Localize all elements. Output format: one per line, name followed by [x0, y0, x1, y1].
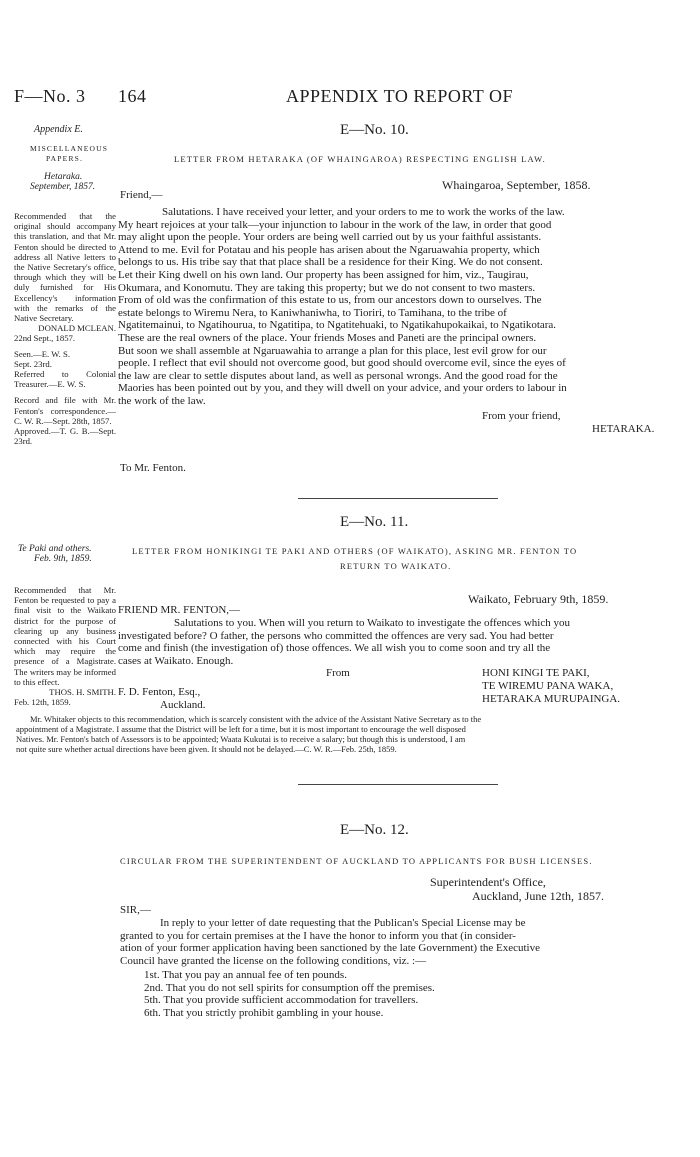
e11-addressee-place: Auckland. [160, 699, 206, 711]
section-divider [298, 784, 498, 785]
e11-line: cases at Waikato. Enough. [118, 654, 234, 667]
e11-margin-signature-date: Feb. 12th, 1859. [14, 697, 71, 708]
e12-conditions [144, 969, 435, 1019]
e10-line: Salutations. I have received your letter, and your orders to me to work the works of the law. [162, 206, 565, 218]
e11-line: Salutations to you. When will you return to Waikato to investigate the offences which you [174, 617, 570, 629]
page-title: APPENDIX TO REPORT OF [286, 86, 513, 106]
e12-line: granted to you for certain premises at the I have the honor to inform you that (in consider- [120, 929, 516, 942]
e10-line: Ngatitemainui, to Ngatihourua, to Ngatitipa, to Ngatitehuaki, to Ngatikahupokaikai, to Ngatikotara. [118, 319, 557, 332]
e12-line: Council have granted the license on the following conditions, viz. :— [120, 954, 427, 967]
e10-margin-seen: Seen.—E. W. S. [14, 348, 70, 359]
e10-addressee: To Mr. Fenton. [120, 462, 186, 474]
e10-place-date: Whaingaroa, September, 1858. [442, 178, 591, 192]
e11-subtitle-line2: RETURN TO WAIKATO. [340, 561, 452, 571]
e10-margin-signature-date: 22nd Sept., 1857. [14, 333, 76, 344]
e11-footnote-line: not quite sure whether actual directions have been given. It should not be delayed.—C. W. R.—Feb. 25th, 1859. [16, 744, 397, 754]
e10-line: Let their King dwell on his own land. Our property has been assigned for him, viz., Taugirau, [118, 268, 529, 281]
e10-line: estate belongs to Wiremu Nera, to Kaniwhaniwha, to Tioriri, to Tamihana, to the tribe of [118, 306, 507, 319]
e10-line: But soon we shall assemble at Ngaruawahia to arrange a plan for this place, lest evil grow for our [118, 344, 547, 357]
e12-line: ation of your former application having been sanctioned by the late Government) the Executive [120, 942, 540, 955]
e12-subtitle: CIRCULAR FROM THE SUPERINTENDENT OF AUCKLAND TO APPLICANTS FOR BUSH LICENSES. [120, 856, 593, 866]
e10-margin-signature: DONALD MCLEAN. [38, 323, 116, 334]
e11-place-date: Waikato, February 9th, 1859. [468, 592, 609, 606]
e10-letter-body [118, 206, 680, 408]
e10-line: These are the real owners of the place. Your friends Moses and Paneti are the principal owners. [118, 331, 537, 344]
e11-footnote [16, 714, 684, 754]
misc-label-line2: PAPERS. [46, 154, 84, 163]
e12-heading: E—No. 12. [340, 822, 409, 838]
appendix-label: Appendix E. [34, 124, 83, 135]
e11-signer: TE WIREMU PANA WAKA, [482, 680, 614, 692]
e11-margin-date: Feb. 9th, 1859. [34, 554, 92, 564]
e11-letter-body [118, 617, 680, 667]
e11-margin-name: Te Paki and others. [18, 544, 92, 554]
e10-signature: HETARAKA. [592, 423, 655, 435]
e10-line: the law are clear to settle disputes about land, as well as personal wrongs. And the good road for the [118, 369, 558, 382]
e11-footnote-line: Mr. Whitaker objects to this recommendation, which is scarcely consistent with the advice of the Assistant Native Secretary as to the [30, 714, 482, 724]
e10-margin-approved: Approved.—T. G. B.—Sept. 23rd. [14, 426, 116, 447]
e10-margin-seen-date: Sept. 23rd. [14, 358, 52, 369]
e12-condition: 5th. That you provide sufficient accommodation for travellers. [144, 994, 419, 1007]
e11-line: come and finish (the investigation of) those offences. We all wish you to come soon and try all the [118, 642, 551, 655]
e11-signer: HONI KINGI TE PAKI, [482, 667, 590, 679]
e11-footnote-line: Natives. Mr. Fenton's batch of Assessors is to be appointed; Waata Kukutai is to receive a salary; but though this is understood, I am [16, 734, 466, 744]
e10-line: Attend to me. Evil for Potatau and his people has arisen about the Ngaruawahia property, which [118, 243, 540, 256]
e10-subtitle: LETTER FROM HETARAKA (OF WHAINGAROA) RESPECTING ENGLISH LAW. [174, 154, 546, 164]
e10-margin-note-text: Recommended that the original should accompany this translation, and that Mr. Fenton should be directed to address all Native letters to the Native Secretary's office, through which they will be duly furnished for His Excellency's information with the remarks of the Native Secretary. [14, 211, 116, 324]
e12-place-date: Auckland, June 12th, 1857. [472, 889, 604, 903]
e11-salutation: FRIEND MR. FENTON,— [118, 604, 241, 616]
e10-line: Maories has been pointed out by you, and they will dwell on your advice, and your orders to labour in [118, 382, 567, 395]
page-number: 164 [118, 86, 147, 106]
e11-signers [482, 667, 620, 706]
e10-line: the work of the law. [118, 394, 206, 407]
e10-margin-note [14, 211, 116, 446]
e10-margin-referred: Referred to Colonial Treasurer.—E. W. S. [14, 369, 116, 390]
e11-subtitle-line1: LETTER FROM HONIKINGI TE PAKI AND OTHERS (OF WAIKATO), ASKING MR. FENTON TO [132, 546, 578, 556]
e11-margin-note [14, 585, 116, 707]
e11-margin-note-text: Recommended that Mr. Fenton be requested to pay a final visit to the Waikato district for the purpose of clearing up any business connected with his Court which may require the presence of a Magistrate. The writers may be informed to this effect. [14, 585, 116, 687]
e11-signer: HETARAKA MURUPAINGA. [482, 693, 621, 705]
e10-line: people. I reflect that evil should not overcome good, but good should overcome evil, since the eyes of [118, 357, 566, 370]
e11-footnote-line: appointment of a Magistrate. I assume that the District will be left for a time, but it is most important to encourage the well disposed [16, 724, 466, 734]
e10-salutation: Friend,— [120, 189, 163, 201]
e11-heading: E—No. 11. [340, 514, 409, 530]
e12-office: Superintendent's Office, [430, 875, 546, 889]
e10-margin-record: Record and file with Mr. Fenton's correspondence.—C. W. R.—Sept. 28th, 1857. [14, 395, 116, 426]
e10-line: Okumara, and Konomutu. They are taking this property; but we do not consent to two masters. [118, 281, 536, 294]
section-divider [298, 498, 498, 499]
e10-line: My heart rejoices at your talk—your injunction to labour in the work of the law, in order that good [118, 218, 552, 231]
e10-line: belongs to us. His tribe say that that place shall be a residence for their King. We do not consent. [118, 256, 543, 269]
e12-condition: 6th. That you strictly prohibit gambling in your house. [144, 1006, 384, 1019]
e10-closing: From your friend, [482, 410, 561, 422]
e11-line: investigated before? O father, the persons who committed the offences are very sad. You had better [118, 629, 554, 642]
e12-salutation: SIR,— [120, 904, 151, 916]
e11-from: From [326, 667, 350, 679]
e12-condition: 1st. That you pay an annual fee of ten pounds. [144, 969, 347, 981]
e10-line: From of old was the confirmation of this estate to us, from our ancestors down to ourselves. The [118, 294, 542, 307]
e11-margin-signature: THOS. H. SMITH. [49, 687, 116, 698]
page-section-label: F—No. 3 [14, 86, 86, 106]
misc-label-line1: MISCELLANEOUS [30, 144, 109, 153]
e10-margin-date: September, 1857. [30, 182, 96, 192]
e12-condition: 2nd. That you do not sell spirits for consumption off the premises. [144, 981, 435, 994]
e10-heading: E—No. 10. [340, 122, 409, 138]
e11-addressee: F. D. Fenton, Esq., [118, 686, 201, 698]
e12-letter-body [120, 917, 680, 967]
e12-line: In reply to your letter of date requesting that the Publican's Special License may be [160, 917, 526, 929]
e10-line: may alight upon the people. Your orders are being well carried out by us your faithful assistants. [118, 231, 542, 244]
e10-margin-name: Hetaraka. [44, 172, 83, 182]
